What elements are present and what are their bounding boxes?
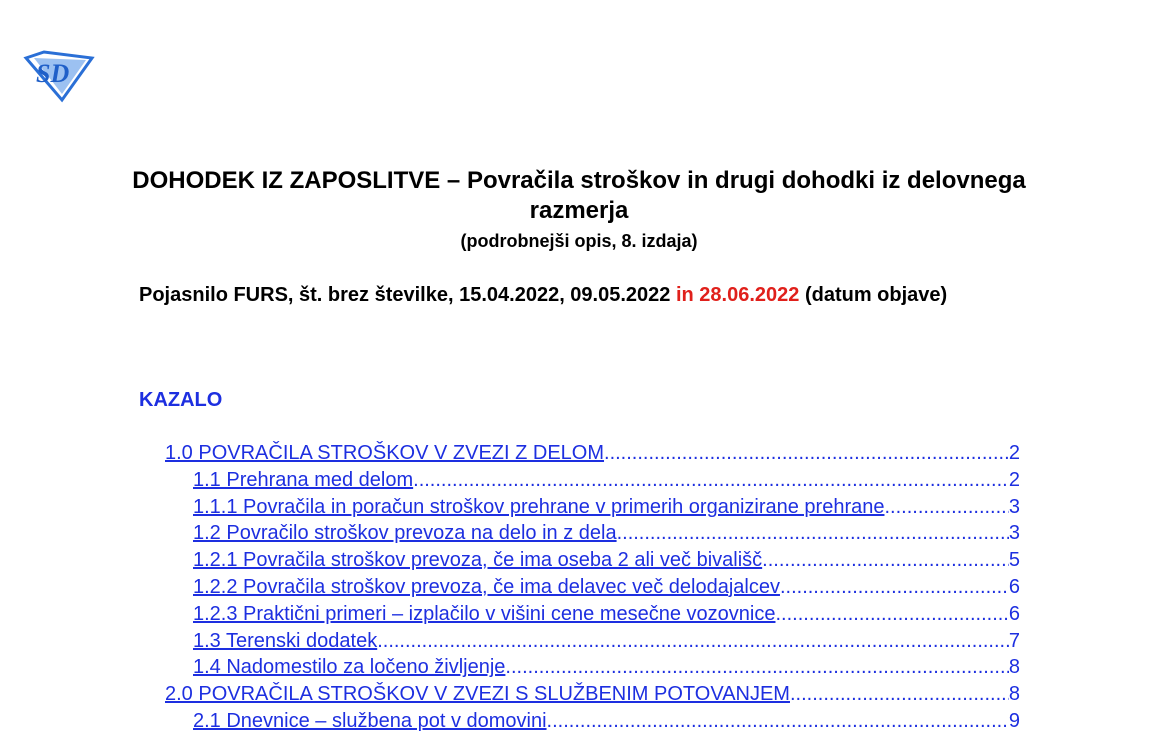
toc-entry-link[interactable] bbox=[193, 654, 1020, 681]
toc-leader-dots bbox=[775, 601, 1008, 628]
toc-leader-dots bbox=[790, 681, 1009, 708]
sd-shield-logo-icon bbox=[22, 48, 96, 104]
notice-suffix: (datum objave) bbox=[799, 284, 948, 306]
toc-entry-label: 1.2.3 Praktični primeri – izplačilo v višini cene mesečne vozovnice bbox=[193, 602, 776, 625]
toc-entry-label: 1.4 Nadomestilo za ločeno življenje bbox=[193, 656, 506, 679]
furs-notice bbox=[139, 282, 1019, 309]
toc-entry-label: 2.0 POVRAČILA STROŠKOV V ZVEZI S SLUŽBENIM POTOVANJEM bbox=[165, 683, 790, 706]
toc-leader-dots bbox=[413, 467, 1009, 494]
toc-entry-label: 1.1 Prehrana med delom bbox=[193, 468, 414, 491]
toc-entry-page-number: 6 bbox=[1008, 576, 1020, 598]
toc-entry-page-number: 9 bbox=[1008, 710, 1020, 732]
toc-entry-link[interactable] bbox=[165, 440, 1020, 467]
toc-entry-link[interactable] bbox=[193, 467, 1020, 494]
toc-leader-dots bbox=[762, 547, 1009, 574]
toc-leader-dots bbox=[604, 440, 1009, 467]
toc-leader-dots bbox=[617, 520, 1009, 547]
document-subtitle: (podrobnejši opis, 8. izdaja) bbox=[460, 231, 698, 251]
toc-entry-page-number: 3 bbox=[1008, 495, 1020, 518]
toc-entry-label: 1.2.1 Povračila stroškov prevoza, če ima oseba 2 ali več bivališč bbox=[193, 549, 763, 572]
toc-entry-label: 1.2 Povračilo stroškov prevoza na delo in z dela bbox=[193, 522, 617, 545]
toc-leader-dots bbox=[884, 494, 1008, 521]
toc-entry-label: 1.3 Terenski dodatek bbox=[193, 629, 378, 652]
toc-entry-link[interactable] bbox=[193, 520, 1020, 547]
toc-leader-dots bbox=[780, 574, 1009, 601]
toc-leader-dots bbox=[547, 708, 1009, 735]
toc-entry-label: 1.2.2 Povračila stroškov prevoza, če ima delavec več delodajalcev bbox=[193, 576, 780, 598]
toc-entry-link[interactable] bbox=[193, 494, 1020, 521]
toc-entry-page-number: 8 bbox=[1008, 656, 1020, 679]
toc-entry-page-number: 2 bbox=[1008, 468, 1020, 491]
toc-entry-page-number: 7 bbox=[1008, 629, 1020, 652]
toc-entry-link[interactable] bbox=[193, 708, 1020, 735]
toc-entry-label: 1.1.1 Povračila in poračun stroškov prehrane v primerih organizirane prehrane bbox=[193, 495, 885, 518]
toc-entry-page-number: 3 bbox=[1008, 522, 1020, 545]
toc-leader-dots bbox=[505, 654, 1008, 681]
toc-entry-link[interactable] bbox=[193, 628, 1020, 655]
toc-heading: KAZALO bbox=[139, 389, 223, 411]
toc-entry-link[interactable] bbox=[193, 574, 1020, 601]
toc-entry-page-number: 5 bbox=[1008, 549, 1020, 572]
toc-entry-link[interactable] bbox=[193, 601, 1020, 628]
notice-text: Pojasnilo FURS, št. brez številke, 15.04.2022, 09.05.2022 bbox=[139, 284, 676, 306]
toc-entry-page-number: 8 bbox=[1008, 683, 1020, 706]
toc-entry-link[interactable] bbox=[193, 547, 1020, 574]
toc-entry-label: 2.1 Dnevnice – službena pot v domovini bbox=[193, 710, 547, 732]
toc-entry-page-number: 2 bbox=[1008, 442, 1020, 464]
toc-entry-link[interactable] bbox=[165, 681, 1020, 708]
toc-entry-label: 1.0 POVRAČILA STROŠKOV V ZVEZI Z DELOM bbox=[165, 442, 605, 464]
toc-entry-page-number: 6 bbox=[1008, 602, 1020, 625]
svg-text:SD: SD bbox=[36, 59, 70, 88]
notice-highlight-date: in 28.06.2022 bbox=[675, 284, 800, 306]
toc-leader-dots bbox=[377, 628, 1009, 655]
document-title: DOHODEK IZ ZAPOSLITVE – Povračila stroškov in drugi dohodki iz delovnega razmerja bbox=[132, 167, 1026, 224]
